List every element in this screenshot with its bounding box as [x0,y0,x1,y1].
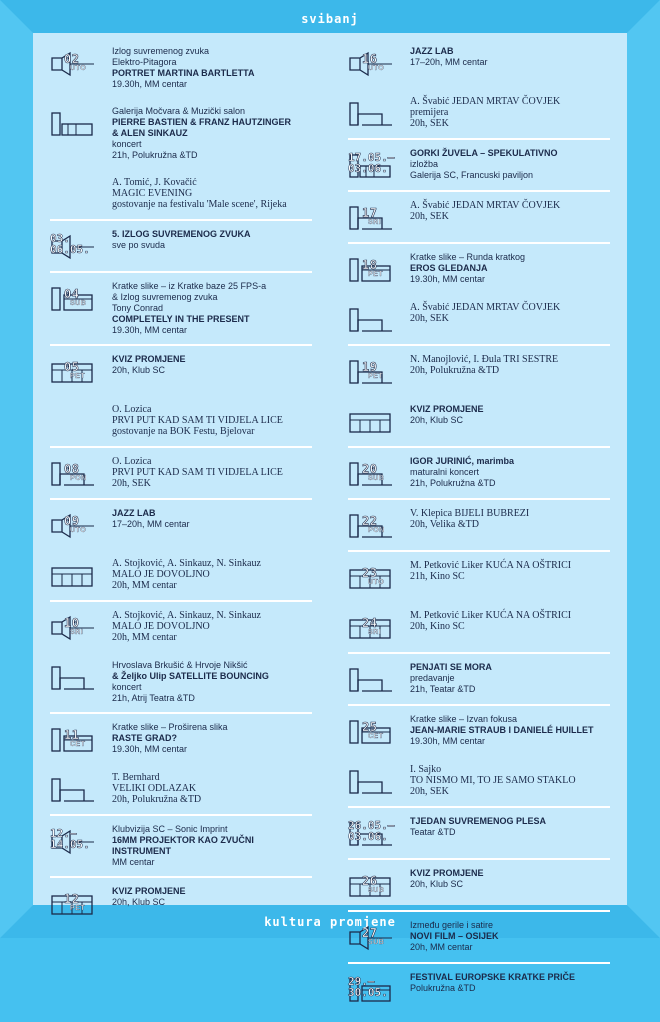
event-text-line: TO NISMO MI, TO JE SAMO STAKLO [410,775,576,786]
event-text-line: gostovanje na festivalu 'Male scene', Rijeka [112,199,287,210]
event-entry [348,920,610,964]
event-text-line: A. Tomić, J. Kovačić [112,177,197,188]
event-text-line: izložba [410,159,439,169]
event-text-line: A. Švabić JEDAN MRTAV ČOVJEK [410,302,561,313]
event-date: 17 [362,206,378,220]
event-weekday: SRI [368,629,382,636]
event-entry [50,177,312,221]
event-text-line: PRVI PUT KAD SAM TI VIDJELA LICE [112,415,283,426]
theater-icon [50,460,96,486]
date-range-part: 29.– [348,975,375,988]
event-entry [348,972,610,1014]
event-entry [348,354,610,396]
event-entry [50,886,312,928]
event-text-line: 20h, Klub SC [410,879,464,889]
event-text-line: MALO JE DOVOLJNO [112,569,210,580]
event-entry [50,404,312,448]
event-text-line: 20h, Klub SC [112,365,166,375]
theater-icon [348,358,394,384]
event-text-line: JAZZ LAB [410,46,454,56]
event-text-line: A. Švabić JEDAN MRTAV ČOVJEK [410,96,561,107]
theater-icon [348,666,394,692]
theater-icon [348,820,394,846]
event-text-line: 21h, Kino SC [410,571,465,582]
speaker-icon [348,50,394,76]
building-icon [50,890,96,916]
event-text-line: Kratke slike – Proširena slika [112,722,228,732]
theater-icon [348,512,394,538]
event-date: 11 [64,728,80,742]
right-column [348,46,610,1022]
event-text-line: 20h, SEK [410,786,449,797]
event-text-line: T. Bernhard [112,772,160,783]
event-text-line: gostovanje na BOK Festu, Bjelovar [112,426,255,437]
event-text-line: O. Lozica [112,456,152,467]
event-weekday: ČET [368,733,384,740]
event-text-line: EROS GLEDANJA [410,263,488,273]
event-date: 16 [362,52,378,66]
event-text-line: sve po svuda [112,240,166,250]
event-text-line: KVIZ PROMJENE [410,868,484,878]
theater-icon [348,460,394,486]
event-text-line: 20h, MM centar [112,632,177,643]
event-text-line: Između gerile i satire [410,920,494,930]
film-icon [348,718,394,744]
event-text-line: maturalni koncert [410,467,480,477]
event-date: 22 [362,514,378,528]
event-entry [50,281,312,346]
event-text-line: 20h, Klub SC [410,415,464,425]
month-header: svibanj [301,12,359,26]
event-text-line: Hrvoslava Brkušić & Hrvoje Nikšić [112,660,248,670]
event-text-line: 20h, Polukružna &TD [410,365,500,376]
gallery-icon [50,110,96,136]
event-weekday: PET [70,905,86,912]
speaker-icon [50,828,96,854]
event-date: 04 [64,287,80,301]
event-entry [348,508,610,552]
event-entry [50,46,312,98]
event-text-line: Polukružna &TD [410,983,476,993]
building-icon [50,562,96,588]
event-text-line: 21h, Teatar &TD [410,684,476,694]
event-entry [348,148,610,192]
theater-icon [348,306,394,332]
event-text-line: 20h, Klub SC [112,897,166,907]
event-text-line: 19.30h, MM centar [410,274,486,284]
event-text-line: 20h, Polukružna &TD [112,794,202,805]
event-entry [348,200,610,244]
event-date: 09 [64,514,80,528]
event-text-line: koncert [112,139,142,149]
event-text-line: RASTE GRAD? [112,733,177,743]
event-weekday: UTO [70,527,87,534]
event-entry [50,722,312,764]
event-text-line: Teatar &TD [410,827,456,837]
event-entry [348,714,610,756]
event-entry [50,354,312,396]
event-text-line: 20h, SEK [410,313,449,324]
event-text-line: KVIZ PROMJENE [112,354,186,364]
event-date-range [50,233,90,255]
event-text-line: 19.30h, MM centar [112,744,188,754]
speaker-icon [348,924,394,950]
event-entry [50,772,312,816]
speaker-icon [50,512,96,538]
event-weekday: SUB [368,939,385,946]
event-text-line: & Izlog suvremenog zvuka [112,292,218,302]
event-text-line: 20h, MM centar [410,942,473,952]
event-weekday: SRI [70,629,84,636]
event-text-line: JEAN-MARIE STRAUB I DANIELÉ HUILLET [410,725,594,735]
event-date: 26 [362,874,378,888]
event-entry [348,96,610,140]
event-text-line: & Željko Ulip SATELLITE BOUNCING [112,671,269,681]
date-range-part: 26.05.– [348,819,395,832]
event-date-range [348,976,388,998]
film-icon [50,726,96,752]
event-text-line: PORTRET MARTINA BARTLETTA [112,68,255,78]
event-text-line: INSTRUMENT [112,846,171,856]
event-text-line: A. Švabić JEDAN MRTAV ČOVJEK [410,200,561,211]
event-text-line: Kratke slike – Runda kratkog [410,252,526,262]
speaker-icon [50,233,96,259]
event-weekday: PET [70,373,86,380]
event-weekday: SUB [368,475,385,482]
event-text-line: koncert [112,682,142,692]
event-date: 23 [362,566,378,580]
event-date: 19 [362,360,378,374]
event-text-line: MALO JE DOVOLJNO [112,621,210,632]
event-date: 12 [64,892,80,906]
event-text-line: & ALEN SINKAUZ [112,128,188,138]
event-weekday: UTO [368,579,385,586]
event-entry [50,106,312,169]
event-entry [348,456,610,500]
event-text-line: 21h, Atrij Teatra &TD [112,693,195,703]
event-text-line: Klubvizija SC – Sonic Imprint [112,824,228,834]
date-range-part: 03.06. [348,162,388,175]
event-date: 10 [64,616,80,630]
event-text-line: 17–20h, MM centar [112,519,190,529]
building-icon [348,408,394,434]
event-text-line: 20h, SEK [410,118,449,129]
event-weekday: SUB [70,300,87,307]
event-entry [50,558,312,602]
event-text-line: N. Manojlović, I. Đula TRI SESTRE [410,354,559,365]
event-text-line: V. Klepica BIJELI BUBREZI [410,508,530,519]
event-text-line: VELIKI ODLAZAK [112,783,197,794]
event-text-line: Galerija Močvara & Muzički salon [112,106,246,116]
building-icon [348,564,394,590]
event-entry [348,404,610,448]
event-entry [50,456,312,500]
theater-icon [348,204,394,230]
event-date: 18 [362,258,378,272]
event-text-line: 19.30h, MM centar [112,79,188,89]
event-date: 24 [362,616,378,630]
date-range-part: 30.05. [348,986,388,999]
date-range-part: 06.05. [50,243,90,256]
event-text-line: FESTIVAL EUROPSKE KRATKE PRIČE [410,972,576,982]
date-range-part: 14.05. [50,838,90,851]
gallery-icon [348,152,394,178]
event-text-line: COMPLETELY IN THE PRESENT [112,314,250,324]
event-date-range [348,820,394,842]
event-text-line: M. Petković Liker KUĆA NA OŠTRICI [410,560,572,571]
event-text-line: KVIZ PROMJENE [112,886,186,896]
event-text-line: 17–20h, MM centar [410,57,488,67]
theater-icon [50,664,96,690]
event-text-line: O. Lozica [112,404,152,415]
building-icon [348,614,394,640]
event-entry [50,610,312,652]
event-date: 25 [362,720,378,734]
event-text-line: Galerija SC, Francuski paviljon [410,170,534,180]
building-icon [348,872,394,898]
event-weekday: PET [368,271,384,278]
event-entry [348,662,610,706]
event-weekday: UTO [70,65,87,72]
event-text-line: 16MM PROJEKTOR KAO ZVUČNI [112,835,254,845]
event-text-line: PENJATI SE MORA [410,662,492,672]
event-text-line: PRVI PUT KAD SAM TI VIDJELA LICE [112,467,283,478]
event-weekday: PON [368,527,385,534]
footer-title: kultura promjene [264,915,396,929]
event-text-line: 20h, SEK [410,211,449,222]
event-entry [348,610,610,654]
event-entry [50,229,312,273]
event-date-range [50,828,90,850]
event-entry [348,46,610,88]
event-text-line: predavanje [410,673,455,683]
date-range-part: 03.06. [348,830,388,843]
event-text-line: Tony Conrad [112,303,164,313]
event-text-line: Izlog suvremenog zvuka [112,46,210,56]
theater-icon [348,100,394,126]
event-text-line: TJEDAN SUVREMENOG PLESA [410,816,547,826]
event-date: 05 [64,360,80,374]
event-text-line: A. Stojković, A. Sinkauz, N. Sinkauz [112,558,261,569]
event-entry [348,560,610,602]
building-icon [50,358,96,384]
event-text-line: Kratke slike – iz Kratke baze 25 FPS-a [112,281,267,291]
event-text-line: Elektro-Pitagora [112,57,177,67]
event-date: 08 [64,462,80,476]
event-text-line: 5. IZLOG SUVREMENOG ZVUKA [112,229,251,239]
event-entry [50,508,312,550]
event-date: 20 [362,462,378,476]
speaker-icon [50,614,96,640]
event-entry [348,816,610,860]
event-weekday: ČET [70,741,86,748]
event-entry [348,764,610,808]
event-text-line: 20h, Velika &TD [410,519,479,530]
event-text-line: 21h, Polukružna &TD [112,150,198,160]
event-text-line: IGOR JURINIĆ, marimba [410,456,515,466]
event-weekday: PET [368,373,384,380]
event-weekday: SUB [368,887,385,894]
event-text-line: KVIZ PROMJENE [410,404,484,414]
film-icon [348,256,394,282]
event-text-line: I. Sajko [410,764,442,775]
event-text-line: 20h, MM centar [112,580,177,591]
event-text-line: 19.30h, MM centar [112,325,188,335]
film-icon [348,976,394,1002]
event-text-line: MM centar [112,857,155,867]
theater-icon [348,768,394,794]
event-date-range [348,152,394,174]
event-text-line: M. Petković Liker KUĆA NA OŠTRICI [410,610,572,621]
date-range-part: 03. [50,232,70,245]
event-text-line: GORKI ŽUVELA – SPEKULATIVNO [410,148,558,158]
event-entry [50,660,312,714]
date-range-part: 12.– [50,827,77,840]
event-text-line: MAGIC EVENING [112,188,193,199]
event-text-line: PIERRE BASTIEN & FRANZ HAUTZINGER [112,117,292,127]
event-entry [348,252,610,294]
event-text-line: A. Stojković, A. Sinkauz, N. Sinkauz [112,610,261,621]
event-entry [348,868,610,912]
theater-icon [50,776,96,802]
event-date: 02 [64,52,80,66]
event-entry [348,302,610,346]
event-text-line: NOVI FILM – OSIJEK [410,931,499,941]
event-date: 27 [362,926,378,940]
event-text-line: 20h, SEK [112,478,151,489]
film-icon [50,285,96,311]
event-weekday: SRI [368,219,382,226]
left-column [50,46,312,936]
event-entry [50,824,312,878]
event-text-line: 20h, Kino SC [410,621,465,632]
event-text-line: Kratke slike – Izvan fokusa [410,714,518,724]
event-weekday: UTO [368,65,385,72]
event-text-line: premijera [410,107,449,118]
event-weekday: PON [70,475,87,482]
event-text-line: JAZZ LAB [112,508,156,518]
event-text-line: 21h, Polukružna &TD [410,478,496,488]
speaker-icon [50,50,96,76]
event-text-line: 19.30h, MM centar [410,736,486,746]
date-range-part: 17.05.– [348,151,395,164]
